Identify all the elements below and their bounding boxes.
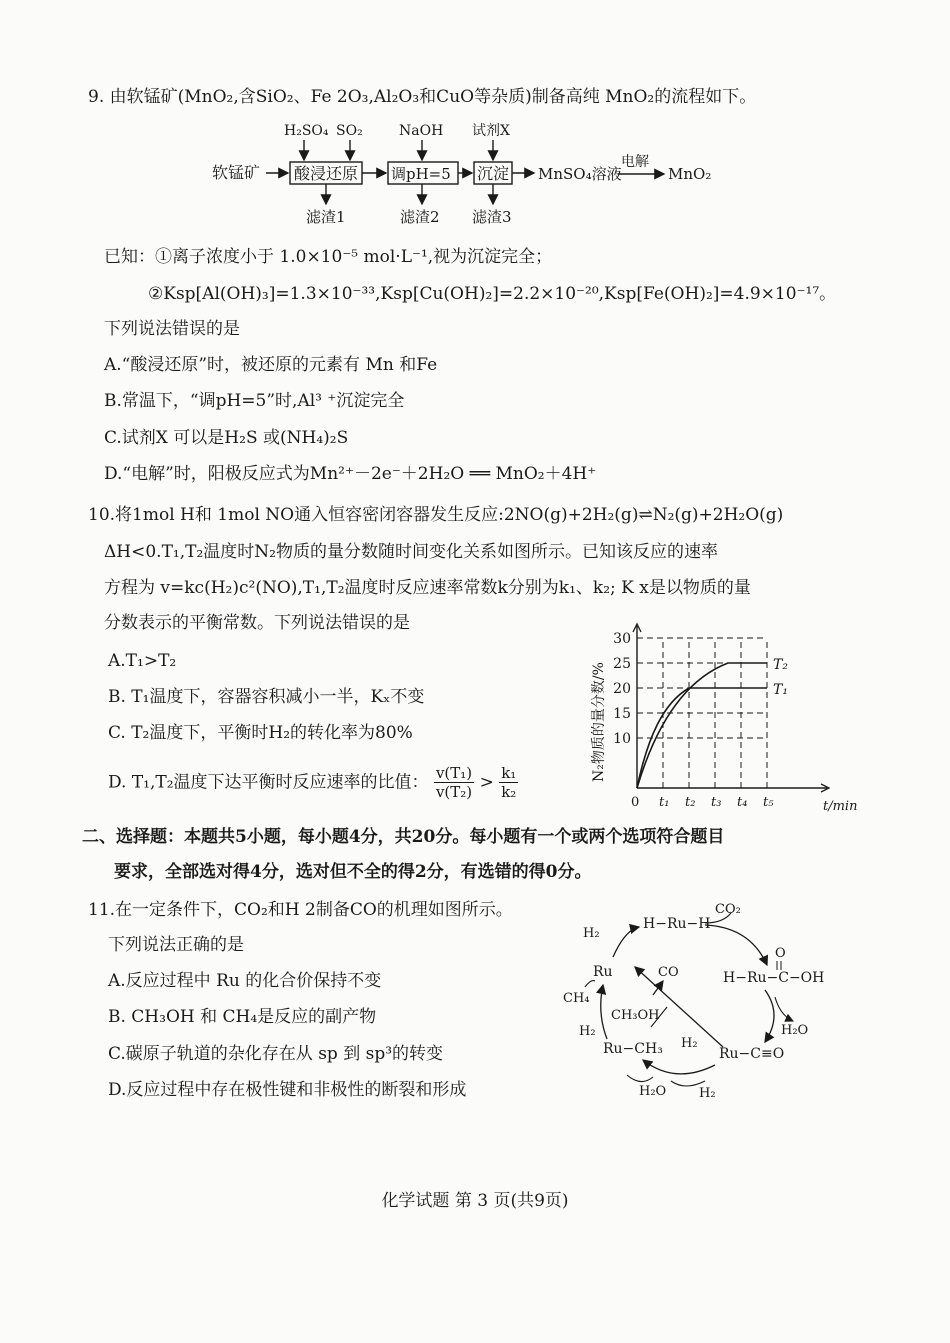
n2-fraction-chart [585, 620, 858, 815]
cycle-h2-left: H₂ [579, 1024, 596, 1039]
section2-line2: 要求，全部选对得4分，选对但不全的得2分，有选错的得0分。 [114, 862, 592, 882]
q10-option-b: B. T₁温度下，容器容积减小一半，Kₓ不变 [108, 687, 425, 707]
flow-box3-out: 滤渣3 [472, 208, 512, 226]
q11-ask: 下列说法正确的是 [108, 935, 244, 955]
cycle-hruh: H−Ru−H [643, 916, 711, 932]
q10-option-c: C. T₂温度下，平衡时H₂的转化率为80% [108, 723, 413, 743]
q11-stem: 11.在一定条件下，CO₂和H 2制备CO的机理如图所示。 [88, 900, 513, 920]
q9-flowchart [200, 118, 720, 230]
flow-box1-in2: SO₂ [336, 123, 363, 139]
x-tick-label: t₂ [685, 795, 696, 810]
cycle-ch4: CH₄ [563, 991, 590, 1006]
q9-known2: ②Ksp[Al(OH)₃]=1.3×10⁻³³,Ksp[Cu(OH)₂]=2.2×10⁻²⁰,Ksp[Fe(OH)₂]=4.9×10⁻¹⁷。 [148, 284, 837, 304]
q9-option-d: D.“电解”时，阳极反应式为Mn²⁺－2e⁻＋2H₂O ══ MnO₂＋4H⁺ [104, 464, 597, 484]
series-label: T₁ [773, 682, 788, 698]
q10-option-d-prefix: D. T₁,T₂温度下达平衡时反应速率的比值： [108, 772, 429, 793]
flow-box1-label: 酸浸还原 [294, 164, 359, 183]
flow-mid: MnSO₄溶液 [538, 165, 622, 183]
q9-option-b: B.常温下，“调pH=5”时,Al³ ⁺沉淀完全 [104, 391, 405, 411]
y-tick-label: 10 [613, 731, 631, 747]
cycle-h2-top: H₂ [583, 926, 600, 941]
q11-option-d: D.反应过程中存在极性键和非极性的断裂和形成 [108, 1080, 467, 1100]
cycle-formyl: H−Ru−C−OH [723, 970, 825, 986]
q10-option-d-k-num: k₁ [501, 764, 517, 782]
flow-box2-label: 调pH=5 [391, 165, 451, 183]
cycle-co2: CO₂ [715, 902, 741, 917]
cycle-o: O [775, 946, 786, 961]
q11-option-b: B. CH₃OH 和 CH₄是反应的副产物 [108, 1007, 377, 1027]
x-tick-label: t₃ [711, 795, 722, 810]
q11-option-c: C.碳原子轨道的杂化存在从 sp 到 sp³的转变 [108, 1044, 444, 1064]
q10-option-d-v-den: v(T₂) [435, 783, 473, 801]
cycle-ruch3: Ru−CH₃ [603, 1041, 663, 1057]
flow-box1-in1: H₂SO₄ [284, 123, 329, 139]
q10-line4: 分数表示的平衡常数。下列说法错误的是 [104, 613, 410, 633]
y-tick-label: 15 [613, 706, 631, 722]
q11-mechanism-cycle [555, 895, 840, 1110]
cycle-ruco: Ru−C≡O [719, 1046, 785, 1062]
flow-start: 软锰矿 [212, 163, 261, 182]
q10-option-d-gt: > [479, 772, 494, 793]
flow-box2-out: 滤渣2 [400, 208, 440, 226]
y-tick-label: 25 [613, 656, 631, 672]
section2-line1: 二、选择题：本题共5小题，每小题4分，共20分。每小题有一个或两个选项符合题目 [82, 827, 725, 847]
cycle-h2o-bottom: H₂O [639, 1084, 667, 1099]
flow-end: MnO₂ [668, 165, 712, 183]
q10-line3: 方程为 v=kc(H₂)c²(NO),T₁,T₂温度时反应速率常数k分别为k₁、k₂; K x是以物质的量 [104, 578, 751, 598]
y-tick-label: 20 [613, 681, 631, 697]
q10-option-a: A.T₁>T₂ [108, 651, 177, 671]
q9-stem: 9. 由软锰矿(MnO₂,含SiO₂、Fe 2O₃,Al₂O₃和CuO等杂质)制备高纯 MnO₂的流程如下。 [88, 87, 757, 107]
cycle-h2-bottom-right: H₂ [699, 1086, 716, 1101]
y-axis-label: N₂物质的量分数/% [591, 662, 607, 782]
x-tick-label: t₁ [659, 795, 670, 810]
q10-option-d-v-num: v(T₁) [435, 764, 473, 782]
q9-option-c: C.试剂X 可以是H₂S 或(NH₄)₂S [104, 428, 349, 448]
q10-line2: ΔH<0.T₁,T₂温度时N₂物质的量分数随时间变化关系如图所示。已知该反应的速率 [104, 542, 718, 562]
q10-option-d-fraction-k [499, 764, 518, 801]
q11-option-a: A.反应过程中 Ru 的化合价保持不变 [108, 971, 382, 991]
series-label: T₂ [773, 657, 788, 673]
x-tick-label: 0 [631, 795, 640, 810]
page-footer: 化学试题 第 3 页(共9页) [381, 1191, 569, 1211]
cycle-h2o-right: H₂O [781, 1023, 809, 1038]
cycle-ru: Ru [593, 964, 613, 980]
x-axis-label: t/min [823, 799, 858, 814]
flow-box2-in: NaOH [399, 123, 444, 139]
q9-ask: 下列说法错误的是 [104, 319, 240, 339]
flow-box1-out: 滤渣1 [306, 208, 346, 226]
q9-option-a: A.“酸浸还原”时，被还原的元素有 Mn 和Fe [104, 355, 438, 375]
cycle-ch3oh: CH₃OH [611, 1008, 660, 1023]
q9-known1: 已知：①离子浓度小于 1.0×10⁻⁵ mol·L⁻¹,视为沉淀完全； [104, 247, 553, 267]
q10-line1: 10.将1mol H和 1mol NO通入恒容密闭容器发生反应:2NO(g)+2H₂(g)⇌N₂(g)+2H₂O(g) [88, 505, 784, 525]
cycle-h2-middle: H₂ [681, 1036, 698, 1051]
q10-option-d [108, 764, 518, 801]
cycle-co: CO [658, 965, 679, 980]
q10-option-d-k-den: k₂ [501, 783, 517, 801]
x-tick-label: t₅ [763, 795, 774, 810]
q10-option-d-fraction-v [434, 764, 474, 801]
flow-box3-in: 试剂X [472, 123, 510, 139]
y-tick-label: 30 [613, 631, 631, 647]
x-tick-label: t₄ [737, 795, 748, 810]
flow-box3-label: 沉淀 [477, 164, 510, 183]
flow-arrow-label: 电解 [621, 154, 649, 170]
